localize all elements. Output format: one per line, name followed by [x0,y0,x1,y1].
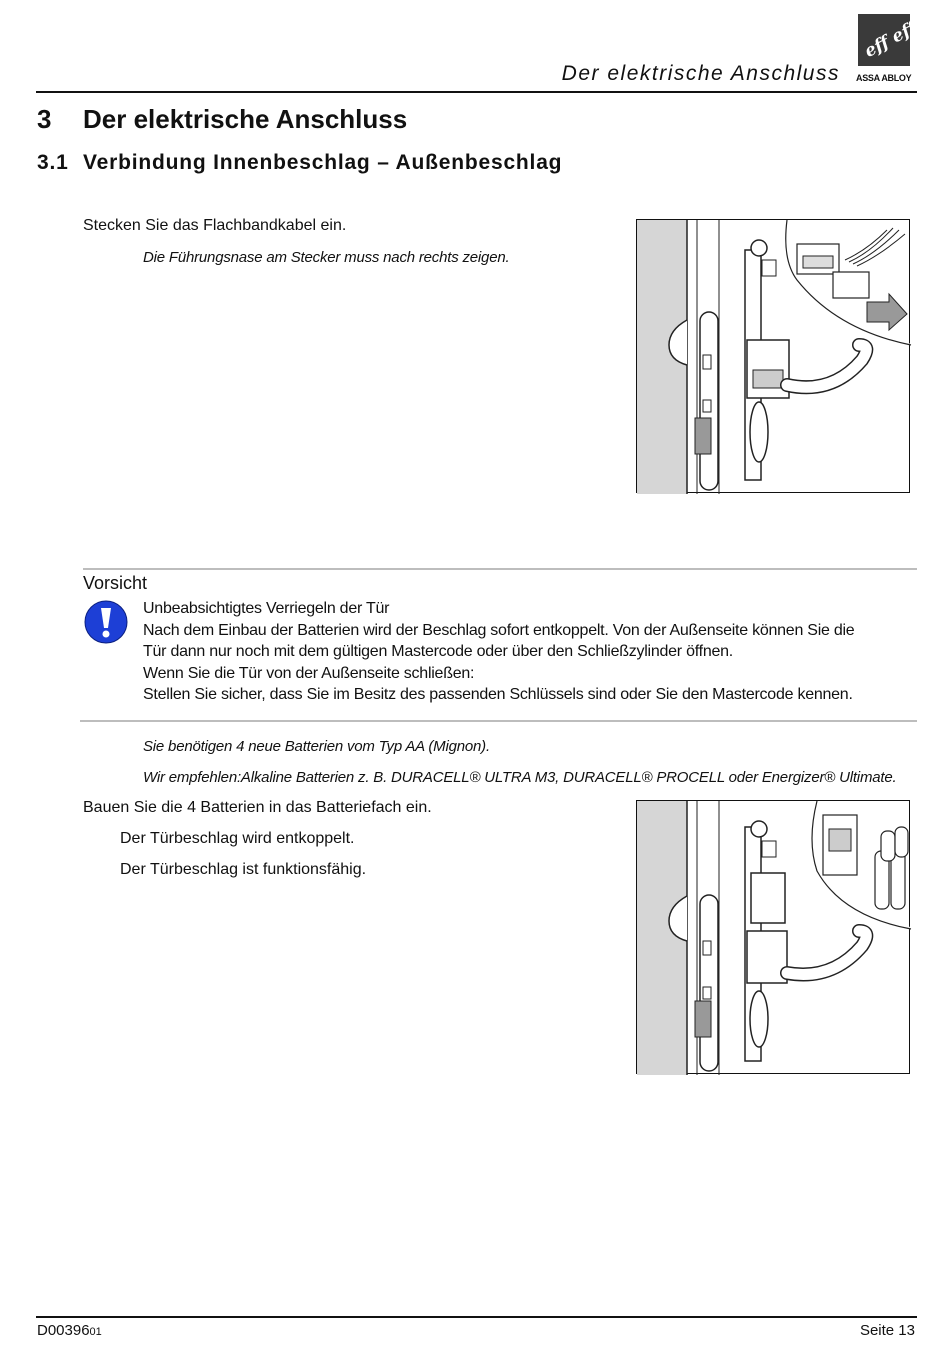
battery-recommendation: Wir empfehlen:Alkaline Batterien z. B. DURACELL® ULTRA M3, DURACELL® PROCELL oder Energizer® Ultimate. [143,769,897,786]
subsection-heading [37,151,562,175]
step2-result-1: Der Türbeschlag wird entkoppelt. [120,830,355,847]
document-id [37,1322,102,1339]
running-header-title: Der elektrische Anschluss [561,62,840,85]
figure-battery-install [636,800,910,1074]
step2-result-2: Der Türbeschlag ist funktionsfähig. [120,861,367,878]
step1-note: Die Führungsnase am Stecker muss nach rechts zeigen. [143,249,510,266]
page-number: Seite 13 [859,1322,915,1339]
caution-line: Nach dem Einbau der Batterien wird der Beschlag sofort entkoppelt. Von der Außenseite können Sie die [143,621,855,639]
step1-instruction: Stecken Sie das Flachbandkabel ein. [83,217,347,234]
step2-instruction: Bauen Sie die 4 Batterien in das Batteriefach ein. [83,799,432,816]
battery-requirement: Sie benötigen 4 neue Batterien vom Typ AA (Mignon). [143,738,490,755]
brand-name: ASSA ABLOY [856,73,912,83]
section-heading [37,104,407,135]
caution-line: Unbeabsichtigtes Verriegeln der Tür [143,600,390,617]
header-rule [36,91,917,93]
caution-text [143,598,913,706]
figure-ribbon-cable [636,219,910,493]
caution-top-rule [83,568,917,570]
caution-line: Wenn Sie die Tür von der Außenseite schließen: [143,664,475,682]
logo-mark-icon [858,14,920,66]
eff-eff-logo [858,14,920,66]
svg-text:eff eff: eff eff [861,18,920,62]
caution-line: Tür dann nur noch mit dem gültigen Mastercode oder über den Schließzylinder öffnen. [143,643,733,660]
section-title: Der elektrische Anschluss [83,104,408,134]
document-revision: 01 [89,1326,102,1338]
caution-bottom-rule [80,720,917,722]
subsection-number: 3.1 [37,151,69,174]
document-number: D00396 [37,1322,90,1339]
footer-rule [36,1316,917,1318]
battery-illustration [637,801,911,1075]
caution-label: Vorsicht [83,573,148,593]
exclamation-icon [84,600,128,644]
caution-line: Stellen Sie sicher, dass Sie im Besitz des passenden Schlüssels sind oder Sie den Mastercode kennen. [143,686,853,703]
section-number: 3 [37,104,52,134]
ribbon-cable-illustration [637,220,911,494]
subsection-title: Verbindung Innenbeschlag – Außenbeschlag [83,151,563,174]
